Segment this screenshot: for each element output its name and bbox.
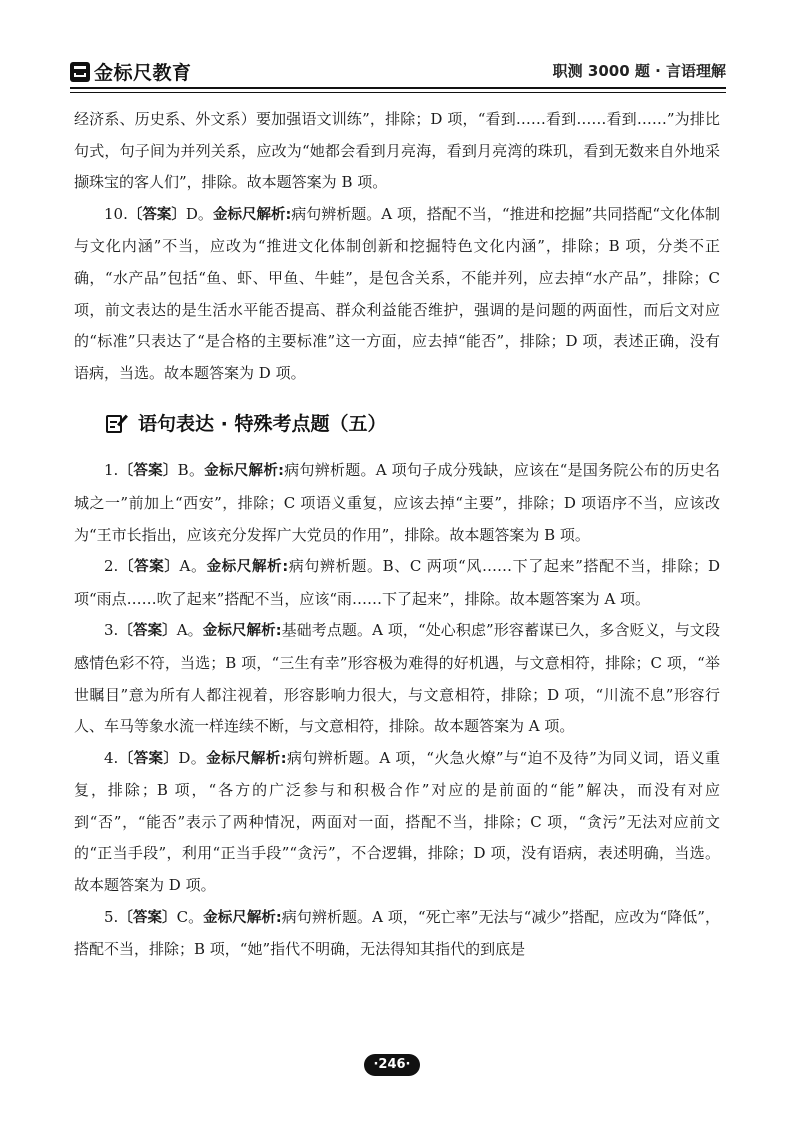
continued-paragraph: 经济系、历史系、外文系）要加强语文训练”，排除；D 项，“看到……看到……看到……”为排比句式，句子间为并列关系，应改为“她都会看到月亮海，看到月亮湾的珠玑，看到无数来自外地采撷珠宝的客人们”，排除。故本题答案为 B 项。	[74, 110, 720, 192]
section-title: 语句表达 · 特殊考点题（五）	[138, 412, 387, 435]
answer-1	[74, 455, 720, 551]
answer-tag: 〔答案〕	[118, 559, 180, 576]
answer-choice: B。	[177, 461, 205, 480]
analysis-text: 病句辨析题。A 项，搭配不当，“推进和挖掘”共同搭配“文化体制与文化内涵”不当，应改为“推进文化体制创新和挖掘特色文化内涵”，排除；B 项，分类不正确，“水产品”包括“鱼、虾、甲鱼、牛蛙”，是包含关系，不能并列，应去掉“水产品”，排除；C 项，前文表达的是生活水平能否提高、群众利益能否维护，强调的是问题的两面性，而后文对应的“标准”只表达了“是合格的主要标准”这一方面，应去掉“能否”，排除；D 项，表述正确，没有语病，当选。故本题答案为 D 项。	[74, 204, 721, 382]
header-divider	[70, 87, 726, 89]
answer-choice: A。	[179, 557, 207, 576]
analysis-label: 金标尺解析:	[203, 909, 282, 926]
page-body	[74, 104, 720, 966]
answer-number: 2.	[104, 557, 119, 576]
answer-tag: 〔答案〕	[118, 750, 179, 767]
answer-number: 5.	[104, 907, 119, 926]
analysis-text: 基础考点题。A 项，“处心积虑”形容蓄谋已久，多含贬义，与文段感情色彩不符，当选；B 项，“三生有幸”形容极为难得的好机遇，与文意相符，排除；C 项，“举世瞩目”意为所有人都注视着，形容影响力很大，与文意相符，排除；D 项，“川流不息”形容行人、车马等象水流一样连续不断，与文意相符，排除。故本题答案为 A 项。	[74, 621, 720, 736]
answer-number: 3.	[104, 621, 119, 640]
logo-icon	[70, 62, 90, 82]
analysis-label: 金标尺解析:	[206, 559, 289, 576]
analysis-text: 病句辨析题。A 项句子成分残缺，应该在“是国务院公布的历史名城之一”前加上“西安”，排除；C 项语义重复，应该去掉“主要”，排除；D 项语序不当，应该改为“王市长指出，应该充分发挥广大党员的作用”，排除。故本题答案为 B 项。	[74, 461, 721, 544]
answer-2	[74, 551, 720, 615]
answer-choice: D。	[185, 204, 213, 223]
analysis-text: 病句辨析题。A 项，“死亡率”无法与“减少”搭配，应改为“降低”，搭配不当，排除；B 项，“她”指代不明确，无法得知其指代的到底是	[74, 907, 720, 959]
answer-3	[74, 615, 720, 742]
brand-logo	[70, 58, 192, 85]
answer-4	[74, 743, 720, 902]
answer-choice: A。	[176, 621, 203, 640]
analysis-text: 病句辨析题。A 项，“火急火燎”与“迫不及待”为同义词，语义重复，排除；B 项，“各方的广泛参与和积极合作”对应的是前面的“能”解决，而没有对应到“否”，“能否”表示了两种情况，两面对一面，搭配不当，排除；C 项，“贪污”无法对应前文的“正当手段”，利用“正当手段”“贪污”，不合逻辑，排除；D 项，没有语病，表述明确，当选。故本题答案为 D 项。	[74, 748, 720, 895]
answer-choice: C。	[176, 907, 204, 926]
analysis-text: 病句辨析题。B、C 两项“风……下了起来”搭配不当，排除；D 项“雨点……吹了起来”搭配不当，应该“雨……下了起来”，排除。故本题答案为 A 项。	[74, 557, 720, 608]
answer-number: 1.	[104, 461, 119, 480]
answer-number: 4.	[104, 748, 119, 767]
answer-number: 10.	[104, 204, 128, 223]
page-number: ·246·	[364, 1054, 420, 1076]
book-title: 职测 3000 题 · 言语理解	[552, 62, 726, 80]
answer-tag: 〔答案〕	[127, 206, 186, 223]
answer-tag: 〔答案〕	[118, 909, 177, 926]
header-divider-thin	[70, 92, 726, 93]
answer-5	[74, 902, 720, 966]
answer-tag: 〔答案〕	[118, 623, 177, 640]
analysis-label: 金标尺解析:	[204, 463, 284, 480]
analysis-label: 金标尺解析:	[212, 206, 292, 223]
logo-text: 金标尺教育	[94, 62, 192, 84]
section-heading	[106, 407, 720, 441]
page-header	[70, 52, 726, 86]
analysis-label: 金标尺解析:	[206, 750, 287, 767]
edit-note-icon	[106, 413, 128, 435]
analysis-label: 金标尺解析:	[202, 623, 282, 640]
answer-choice: D。	[178, 748, 207, 767]
answer-10	[74, 199, 720, 390]
answer-tag: 〔答案〕	[118, 463, 178, 480]
